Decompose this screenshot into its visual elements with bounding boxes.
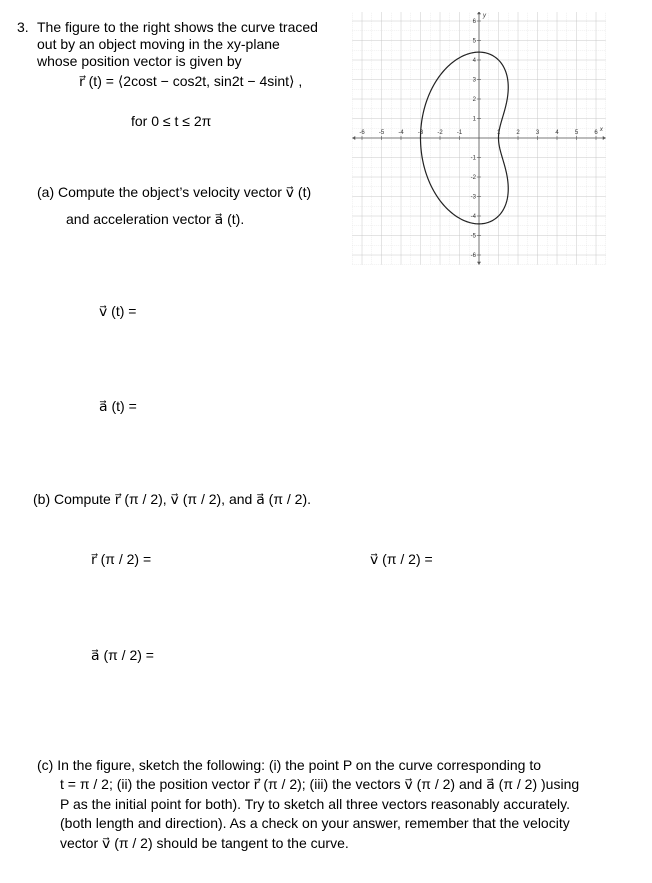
x-tick-label: 1 xyxy=(496,130,501,136)
x-tick-label: 4 xyxy=(555,130,559,136)
y-axis-arrow xyxy=(477,12,481,14)
x-tick-label: -5 xyxy=(378,130,385,136)
y-tick-label: 3 xyxy=(472,77,476,84)
x-tick-label: 5 xyxy=(574,130,579,136)
problem-number: 3. xyxy=(17,19,29,35)
y-axis-label: y xyxy=(483,13,486,20)
x-tick-label: 3 xyxy=(535,130,540,136)
y-tick-label: -4 xyxy=(470,214,476,220)
part-b-prompt: (b) Compute r⃗ (π / 2), v⃗ (π / 2), and a⃗ (π / 2). xyxy=(33,491,311,507)
x-axis-label: x xyxy=(599,127,603,133)
x-tick-label: 6 xyxy=(594,130,598,136)
parameter-domain: for 0 ≤ t ≤ 2π xyxy=(131,113,212,129)
x-axis-arrow xyxy=(603,136,606,140)
part-c-line-2: t = π / 2; (ii) the position vector r⃗ (π / 2); (iii) the vectors v⃗ (π / 2) and a⃗ (π / 2) )using xyxy=(60,776,580,792)
x-tick-label: -4 xyxy=(398,130,404,136)
y-tick-label: 6 xyxy=(472,19,476,25)
y-tick-label: 1 xyxy=(472,116,476,123)
part-c-line-5: vector v⃗ (π / 2) should be tangent to the curve. xyxy=(60,835,349,851)
x-axis-arrow-left xyxy=(352,136,355,140)
y-tick-label: -1 xyxy=(470,155,476,162)
problem-line-2: out by an object moving in the xy-plane xyxy=(37,36,280,52)
y-tick-label: 4 xyxy=(472,58,476,64)
x-tick-label: -6 xyxy=(359,130,365,136)
y-axis-arrow-down xyxy=(477,262,481,265)
y-tick-label: -5 xyxy=(470,233,476,240)
graph-axes xyxy=(352,12,606,265)
y-tick-label: -6 xyxy=(470,253,476,259)
r-pi-half-label: r⃗ (π / 2) = xyxy=(91,551,152,567)
problem-line-3: whose position vector is given by xyxy=(37,53,242,69)
x-tick-label: -2 xyxy=(437,130,443,136)
x-tick-label: -3 xyxy=(417,130,424,136)
v-pi-half-label: v⃗ (π / 2) = xyxy=(370,551,433,567)
a-pi-half-label: a⃗ (π / 2) = xyxy=(91,647,154,663)
part-c-line-3: P as the initial point for both). Try to sketch all three vectors reasonably accurately. xyxy=(60,796,570,812)
x-tick-label: 2 xyxy=(516,130,520,136)
part-a-line-2: and acceleration vector a⃗ (t). xyxy=(66,211,245,227)
part-c-line-1: (c) In the figure, sketch the following: (i) the point P on the curve corresponding to xyxy=(37,757,542,773)
velocity-label: v⃗ (t) = xyxy=(99,303,137,319)
position-vector-formula: r⃗ (t) = ⟨2cost − cos2t, sin2t − 4sint⟩ , xyxy=(79,73,303,89)
y-tick-label: 5 xyxy=(472,38,476,45)
y-tick-label: 2 xyxy=(472,97,476,103)
part-a-line-1: (a) Compute the object’s velocity vector v⃗ (t) xyxy=(37,184,312,200)
y-tick-label: -3 xyxy=(470,194,476,201)
x-tick-label: -1 xyxy=(456,130,463,136)
problem-line-1: The figure to the right shows the curve traced xyxy=(37,19,318,35)
part-c-line-4: (both length and direction). As a check on your answer, remember that the velocity xyxy=(60,815,570,831)
curve-graph xyxy=(349,12,619,268)
acceleration-label: a⃗ (t) = xyxy=(99,398,137,414)
y-tick-label: -2 xyxy=(470,175,476,181)
